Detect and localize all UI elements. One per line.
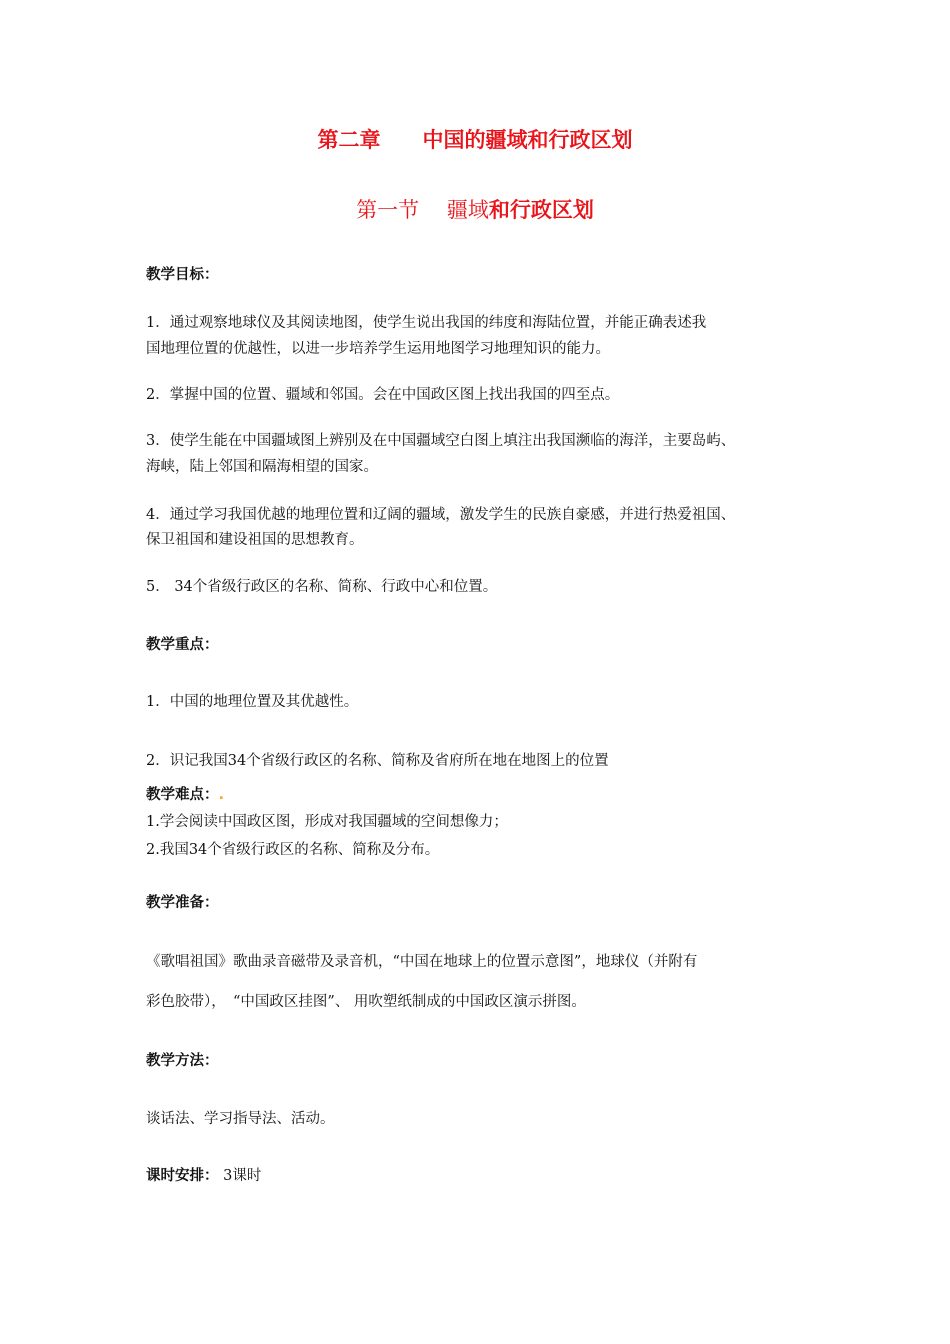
objectives-heading: 教学目标：: [146, 267, 219, 283]
difficulties-orange-dot: .: [218, 787, 225, 803]
objective-1-line-1: 1．通过观察地球仪及其阅读地图，使学生说出我国的纬度和海陆位置，并能正确表述我: [146, 315, 707, 331]
difficulty-2: 2.我国34个省级行政区的名称、简称及分布。: [146, 842, 440, 858]
preparation-line-1: 《歌唱祖国》歌曲录音磁带及录音机，“中国在地球上的位置示意图”，地球仪（并附有: [146, 954, 698, 970]
chapter-title: 第二章 中国的疆域和行政区划: [317, 128, 633, 152]
schedule-value: 3课时: [218, 1168, 262, 1184]
key-points-heading: 教学重点：: [146, 637, 219, 653]
difficulties-heading-text: 教学难点：: [146, 787, 219, 803]
objective-2: 2．掌握中国的位置、疆域和邻国。会在中国政区图上找出我国的四至点。: [146, 387, 620, 403]
objective-4-line-2: 保卫祖国和建设祖国的思想教育。: [146, 532, 364, 548]
methods-text: 谈话法、学习指导法、活动。: [146, 1111, 335, 1127]
difficulties-heading: [146, 785, 224, 805]
schedule-line: [146, 1166, 261, 1186]
schedule-heading: 课时安排：: [146, 1168, 219, 1184]
preparation-line-2: 彩色胶带）， “中国政区挂图”、 用吹塑纸制成的中国政区演示拼图。: [146, 994, 586, 1010]
key-point-2: 2．识记我国34个省级行政区的名称、简称及省府所在地在地图上的位置: [146, 753, 609, 769]
objective-3-line-2: 海峡，陆上邻国和隔海相望的国家。: [146, 459, 378, 475]
difficulty-1: 1.学会阅读中国政区图，形成对我国疆域的空间想像力；: [146, 814, 508, 830]
methods-heading: 教学方法：: [146, 1053, 219, 1069]
section-title-bold: 和行政区划: [488, 198, 594, 222]
section-title: [0, 194, 950, 224]
preparation-heading: 教学准备：: [146, 895, 219, 911]
objective-5: 5． 34个省级行政区的名称、简称、行政中心和位置。: [146, 579, 498, 595]
objective-1-line-2: 国地理位置的优越性，以进一步培养学生运用地图学习地理知识的能力。: [146, 341, 610, 357]
objective-4-line-1: 4．通过学习我国优越的地理位置和辽阔的疆域，激发学生的民族自豪感，并进行热爱祖国、: [146, 507, 736, 523]
objective-3-line-1: 3．使学生能在中国疆域图上辨别及在中国疆域空白图上填注出我国濒临的海洋，主要岛屿、: [146, 433, 736, 449]
key-point-1: 1．中国的地理位置及其优越性。: [146, 694, 359, 710]
section-title-prefix: 第一节 疆域: [356, 198, 489, 222]
